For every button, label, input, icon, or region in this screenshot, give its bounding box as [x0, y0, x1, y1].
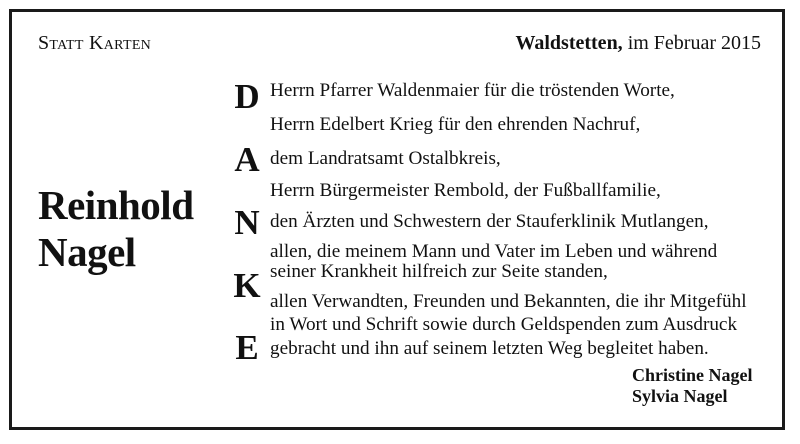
thanks-line: Herrn Edelbert Krieg für den ehrenden Nachruf,: [270, 114, 641, 135]
thanks-line: allen, die meinem Mann und Vater im Leben und während: [270, 241, 718, 262]
header-statt-karten: Statt Karten: [38, 32, 152, 54]
thanks-line: Herrn Pfarrer Waldenmaier für die tröstenden Worte,: [270, 80, 675, 101]
header-place-date: [515, 32, 761, 55]
thanks-line: den Ärzten und Schwestern der Stauferklinik Mutlangen,: [270, 211, 709, 232]
thanks-line: gebracht und ihn auf seinem letzten Weg begleitet haben.: [270, 338, 709, 359]
signature-christine: Christine Nagel: [632, 365, 753, 385]
thanks-line: in Wort und Schrift sowie durch Geldspenden zum Ausdruck: [270, 314, 738, 335]
deceased-name: [38, 182, 194, 276]
signatures: [632, 365, 753, 407]
thanks-line: seiner Krankheit hilfreich zur Seite standen,: [270, 261, 608, 282]
deceased-last-name: Nagel: [38, 229, 136, 275]
header-date: im Februar 2015: [627, 32, 761, 54]
obituary-card: [9, 9, 785, 430]
deceased-first-name: Reinhold: [38, 182, 194, 228]
signature-sylvia: Sylvia Nagel: [632, 386, 728, 406]
danke-letter-k: K: [233, 266, 261, 305]
thanks-line: allen Verwandten, Freunden und Bekannten, die ihr Mitgefühl: [270, 291, 747, 312]
header-place: Waldstetten,: [515, 32, 623, 54]
danke-letter-a: A: [234, 140, 260, 179]
thanks-line: Herrn Bürgermeister Rembold, der Fußballfamilie,: [270, 180, 661, 201]
danke-letter-d: D: [234, 77, 260, 116]
danke-letter-e: E: [235, 328, 259, 367]
thanks-line: dem Landratsamt Ostalbkreis,: [270, 148, 501, 169]
danke-letter-n: N: [234, 203, 260, 242]
